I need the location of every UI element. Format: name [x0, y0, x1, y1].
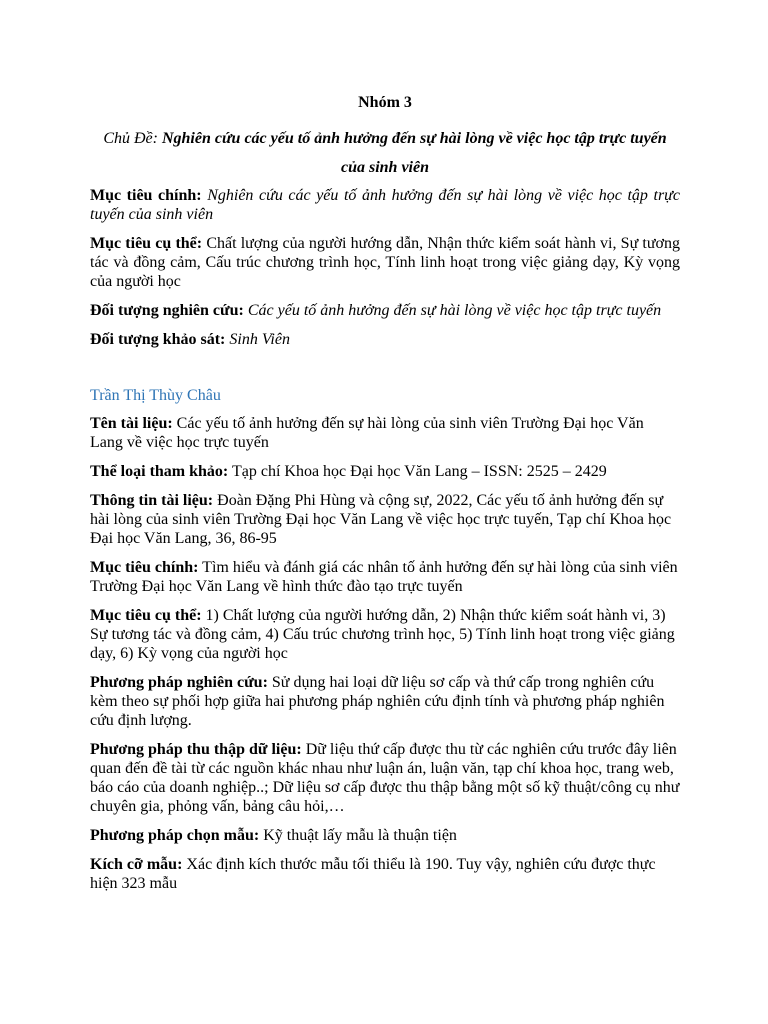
doc-specific-objectives: [90, 606, 680, 663]
doc-info: [90, 491, 680, 548]
main-objective: [90, 186, 680, 224]
research-method: [90, 673, 680, 730]
topic-heading: [90, 124, 680, 182]
survey-subject-value: Sinh Viên: [229, 331, 290, 348]
specific-objectives-value: Chất lượng của người hướng dẫn, Nhận thức kiểm soát hành vi, Sự tương tác và đồng cảm, Cấu trúc chương trình học, Tính linh hoạt trong việc giảng dạy, Kỳ vọng của người học: [90, 235, 681, 290]
doc-info-label: Thông tin tài liệu:: [90, 492, 214, 509]
doc-title-value: Các yếu tố ảnh hưởng đến sự hài lòng của sinh viên Trường Đại học Văn Lang về việc học trực tuyến: [90, 415, 644, 451]
reference-type: [90, 462, 680, 481]
sampling-method: [90, 826, 680, 845]
author-heading: Trần Thị Thùy Châu: [90, 387, 221, 404]
sampling-method-label: Phương pháp chọn mẫu:: [90, 827, 260, 844]
main-objective-label: Mục tiêu chính:: [90, 187, 202, 204]
research-subject-value: Các yếu tố ảnh hưởng đến sự hài lòng về việc học tập trực tuyến: [247, 302, 662, 319]
research-subject-label: Đối tượng nghiên cứu:: [90, 302, 244, 319]
doc-title-label: Tên tài liệu:: [90, 415, 173, 432]
research-subject: [90, 301, 680, 320]
document-page: [90, 91, 680, 903]
doc-specific-objectives-label: Mục tiêu cụ thể:: [90, 607, 202, 624]
doc-main-objective-value: Tìm hiểu và đánh giá các nhân tố ảnh hưởng đến sự hài lòng của sinh viên Trường Đại học Văn Lang về hình thức đào tạo trực tuyến: [90, 559, 678, 595]
doc-info-value: Đoàn Đặng Phi Hùng và cộng sự, 2022, Các yếu tố ảnh hưởng đến sự hài lòng của sinh viên Trường Đại học Văn Lang về việc học trực tuyến, Tạp chí Khoa học Đại học Văn Lang, 36, 86-95: [90, 492, 672, 547]
data-collection-method-label: Phương pháp thu thập dữ liệu:: [90, 741, 302, 758]
doc-main-objective: [90, 558, 680, 596]
doc-main-objective-label: Mục tiêu chính:: [90, 559, 199, 576]
sampling-method-value: Kỹ thuật lấy mẫu là thuận tiện: [263, 827, 457, 844]
topic-label: Chủ Đề:: [103, 130, 162, 147]
group-title: Nhóm 3: [358, 94, 412, 111]
doc-specific-objectives-value: 1) Chất lượng của người hướng dẫn, 2) Nhận thức kiểm soát hành vi, 3) Sự tương tác và đồng cảm, 4) Cấu trúc chương trình học, 5) Tính linh hoạt trong việc giảng dạy, 6) Kỳ vọng của người học: [90, 607, 675, 662]
specific-objectives-label: Mục tiêu cụ thể:: [90, 235, 203, 252]
sample-size-value: Xác định kích thước mẫu tối thiểu là 190. Tuy vậy, nghiên cứu được thực hiện 323 mẫu: [90, 856, 656, 892]
data-collection-method-value: Dữ liệu thứ cấp được thu từ các nghiên cứu trước đây liên quan đến đề tài từ các nguồn khác nhau như luận án, luận văn, tạp chí khoa học, trang web, báo cáo của doanh nghiệp..; Dữ liệu sơ cấp được thu thập bằng một số kỹ thuật/công cụ như chuyên gia, phỏng vấn, bảng câu hỏi,…: [90, 741, 680, 815]
research-method-label: Phương pháp nghiên cứu:: [90, 674, 268, 691]
survey-subject-label: Đối tượng khảo sát:: [90, 331, 226, 348]
topic-title: Nghiên cứu các yếu tố ảnh hưởng đến sự hài lòng về việc học tập trực tuyến của sinh viên: [161, 130, 667, 176]
specific-objectives: [90, 234, 680, 291]
main-objective-value: Nghiên cứu các yếu tố ảnh hưởng đến sự hài lòng về việc học tập trực tuyến của sinh viên: [90, 187, 681, 223]
reference-type-value: Tạp chí Khoa học Đại học Văn Lang – ISSN: 2525 – 2429: [231, 463, 607, 480]
research-method-value: Sử dụng hai loại dữ liệu sơ cấp và thứ cấp trong nghiên cứu kèm theo sự phối hợp giữa hai phương pháp nghiên cứu định tính và phương pháp nghiên cứu định lượng.: [90, 674, 665, 729]
survey-subject: [90, 330, 680, 349]
doc-title: [90, 414, 680, 452]
sample-size-label: Kích cỡ mẫu:: [90, 856, 183, 873]
sample-size: [90, 855, 680, 893]
data-collection-method: [90, 740, 680, 816]
reference-type-label: Thể loại tham khảo:: [90, 463, 229, 480]
